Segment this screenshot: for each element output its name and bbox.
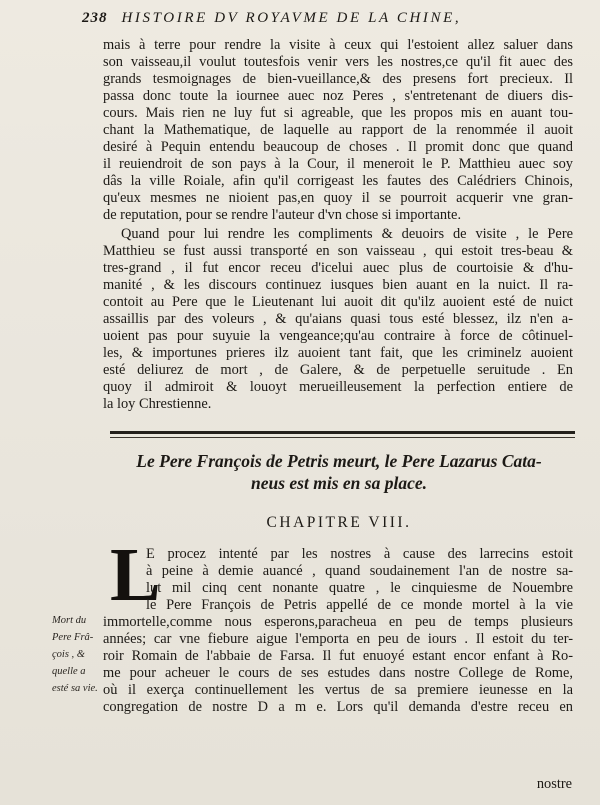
text-line: assaillis par des voleurs , & qu'aians quasi tous esté blessez, ilz n'en a- <box>103 311 573 327</box>
section-title <box>103 450 575 494</box>
text-line: dâs la ville Roiale, afin qu'il corrigeast les fautes des Calédriers Chinois, <box>103 173 573 189</box>
margin-note-line: esté sa vie. <box>52 683 98 694</box>
text-line: les, & importunes prieres ilz auoient tant fait, que les criminelz auoient <box>103 345 573 361</box>
divider-rule <box>110 431 575 434</box>
text-line: tres-grand , il fut encor receu d'icelui auec plus de courtoisie & d'hu- <box>103 260 573 276</box>
page-number: 238 <box>82 10 108 26</box>
margin-note <box>52 612 104 697</box>
chapter-heading: CHAPITRE VIII. <box>266 514 412 531</box>
text-line: chant la Mathematique, de laquelle au rapport de la renommée il auoit <box>103 122 573 138</box>
text-line: mais à terre pour rendre la visite à ceux qui l'estoient allez saluer dans <box>103 37 573 53</box>
text-line: quoy il admiroit & louoyt merueilleusement la perfection entiere de <box>103 379 573 395</box>
text-line: cours. Mais rien ne luy fut si agreable, que les propos mis en auant tou- <box>103 105 573 121</box>
margin-note-line: çois , & <box>52 649 85 660</box>
text-line: son vaisseau,il voulut toutesfois venir vers les nostres,ce qu'il fit auec des <box>103 54 573 70</box>
text-line: lut mil cinq cent nonante quatre , le cinquiesme de Nouembre <box>146 580 573 596</box>
section-title-line: neus est mis en sa place. <box>251 473 427 493</box>
text-line: Matthieu se fust aussi transporté en son vaisseau , qui estoit tres-beau & <box>103 243 573 259</box>
catchword: nostre <box>536 776 572 792</box>
text-line: où il exerça continuellement les vertus de sa premiere ieunesse en la <box>103 682 573 698</box>
text-line: congregation de nostre D a m e. Lors qu'il demanda d'estre receu en <box>103 699 573 715</box>
paragraph-1 <box>103 37 573 224</box>
text-line: uoient pas pour suyuie la vengeance;qu'au contraire à force de côtinuel- <box>103 328 573 344</box>
drop-cap: L <box>110 533 161 617</box>
text-line: le Pere François de Petris appellé de ce monde mortel à la vie <box>146 597 573 613</box>
running-head <box>82 10 582 27</box>
divider-rule-thin <box>110 437 575 438</box>
text-line: grands tesmoignages de bien-vueillance,& des presens fort precieux. Il <box>103 71 573 87</box>
text-line: roir Romain de l'abbaie de Farsa. Il fut enuoyé estant encor enfant à Ro- <box>103 648 573 664</box>
text-line: passa donc toute la iournee auec noz Peres , s'entretenant de diuers dis- <box>103 88 573 104</box>
text-line: contoit au Pere que le Lieutenant lui auoit dit qu'ilz auoient esté de nuict <box>103 294 573 310</box>
text-line: années; car vne fiebure aigue l'emporta en peu de iours . Il estoit du ter- <box>103 631 573 647</box>
paragraph-2 <box>103 226 573 413</box>
text-line: immortelle,comme nous esperons,paracheua en peu de temps plusieurs <box>103 614 573 630</box>
paragraph-3 <box>103 533 573 716</box>
text-line: manité , & les discours continuez iusques bien auant en la nuict. Il ra- <box>103 277 573 293</box>
margin-note-line: Mort du <box>52 615 87 626</box>
text-line: il reuiendroit de son pays à la Cour, il meneroit le P. Matthieu auec soy <box>103 156 573 172</box>
running-title: HISTOIRE DV ROYAVME DE LA CHINE, <box>121 10 462 26</box>
text-line: qu'eux mesmes ne nioient pas,en quoy il se pourroit acquerir vne gran- <box>103 190 573 206</box>
text-line: me pour acheuer le cours de ses estudes dans nostre College de Rome, <box>103 665 573 681</box>
text-line: desiré à Pequin entendu beaucoup de choses . Il promit donc que quand <box>103 139 573 155</box>
margin-note-line: Pere Frâ- <box>52 632 94 643</box>
text-line: E procez intenté par les nostres à cause des larrecins estoit <box>146 546 573 562</box>
text-line: la loy Chrestienne. <box>103 396 212 412</box>
margin-note-line: quelle a <box>52 666 86 677</box>
text-line: de reputation, pour se rendre l'auteur d'vn chose si importante. <box>103 207 462 223</box>
section-title-line: Le Pere François de Petris meurt, le Pere Lazarus Cata- <box>136 451 542 471</box>
text-line: à peine à demie auancé , quand soudainement l'an de nostre sa- <box>146 563 573 579</box>
text-line: Quand pour lui rendre les compliments & deuoirs de visite , le Pere <box>121 226 573 242</box>
text-line: esté deliurez de mort , de Galere, & de perpetuelle seruitude . En <box>103 362 573 378</box>
